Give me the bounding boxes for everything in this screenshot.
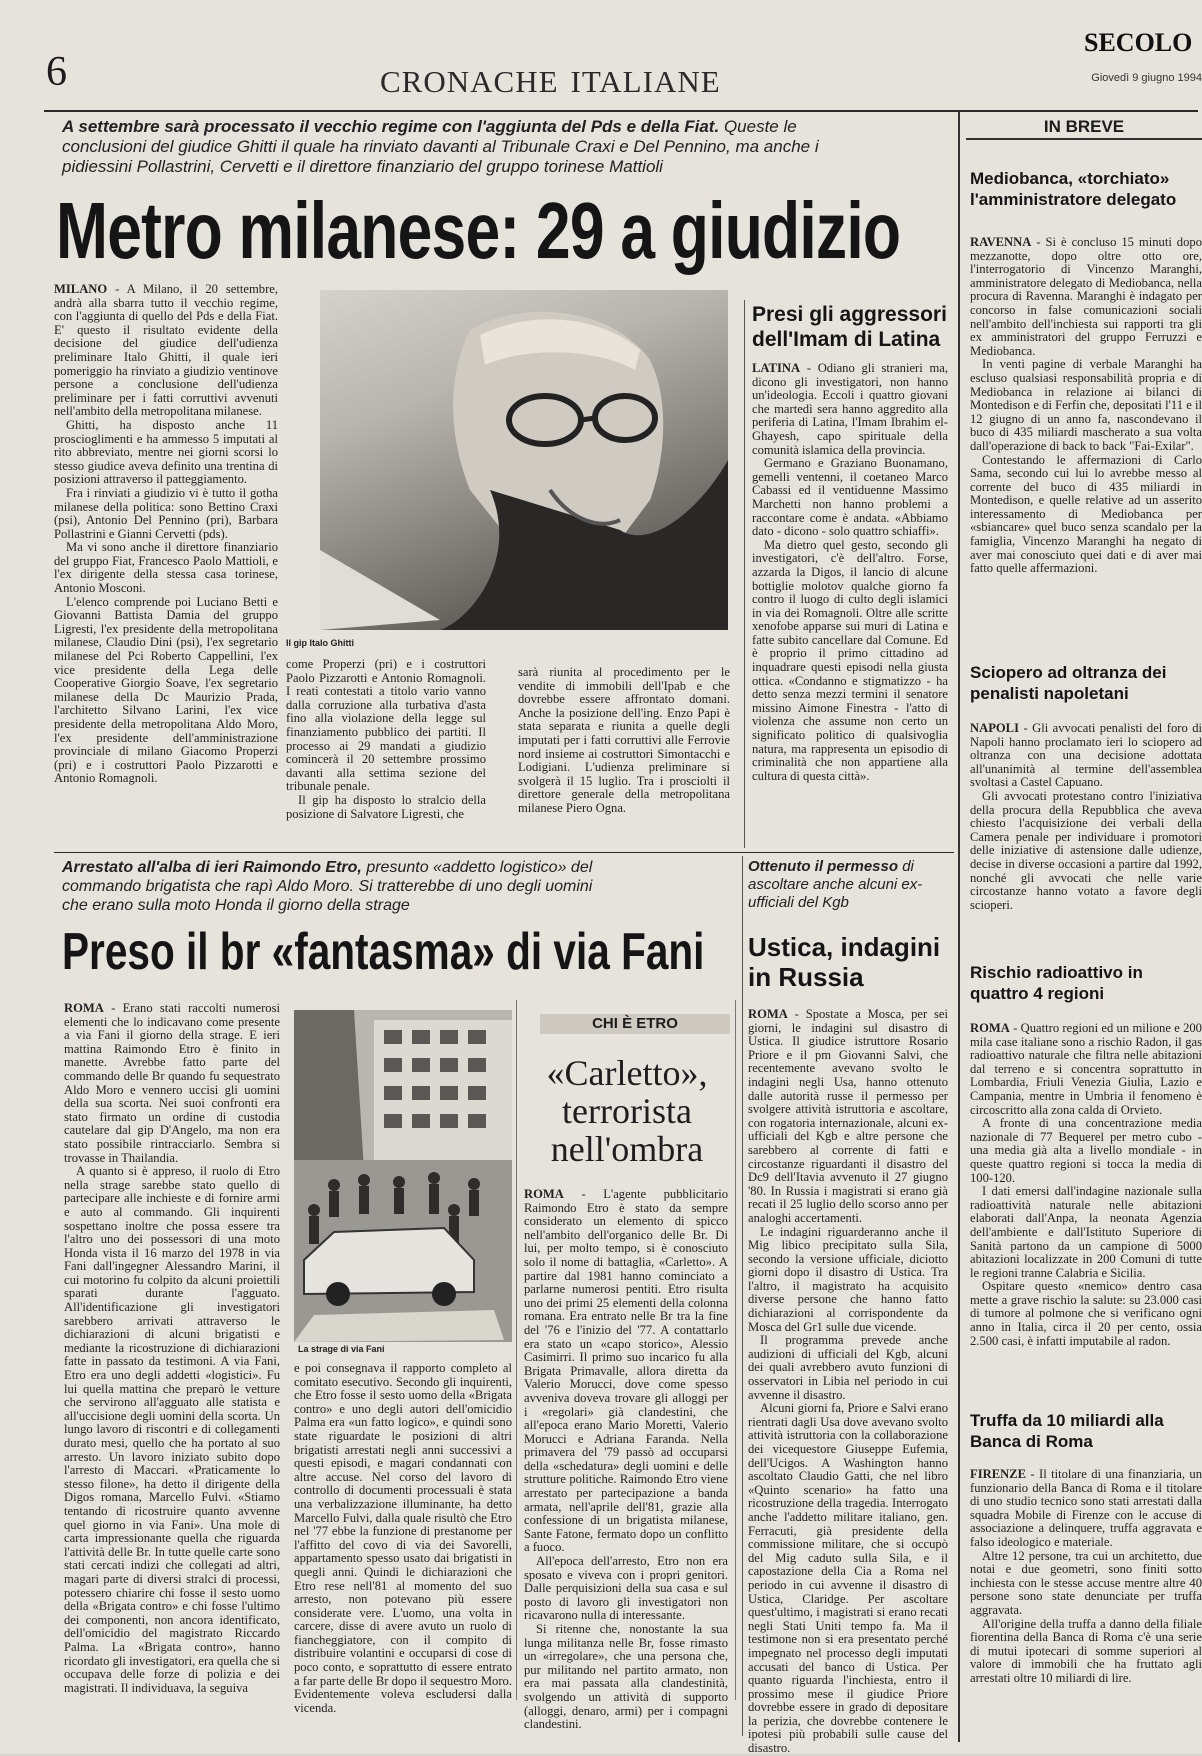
story1-col1c: Fra i rinviati a giudizio vi è tutto il gotha milanese della politica: sono Bettino Craxi (psi), Antonio Del Pennino (pri), Barbara Pollastrini e Gianni Cervetti (pds). [54,485,278,541]
story2-body3: Ma dietro quel gesto, secondo gli investigatori, c'è dell'altro. Forse, azzarda la Digos, il lancio di alcune bottiglie molotov qualche giorno fa contro il luogo di culto degli islamici in via dei Romagnoli. Oltre alle scritte xenofobe apparse sui muri di Latina e fatte subito cancellare dal Comune. Ed è proprio il primo cittadino ad inquadrare questi episodi nella giusta ottica. «Condanno e stigmatizzo - ha detto senza mezzi termini il senatore missino Aimone Finestra - l'atto di violenza che assume non certo un significato politico di qualsivoglia natura, ma rappresenta un episodio di criminalità che non appartiene alla cultura di questa città». [752,537,948,783]
brief2-body: NAPOLI - Gli avvocati penalisti del foro di Napoli hanno proclamato ieri lo sciopero ad oltranza con una decisione adottata all'unanimità al termine dell'assemblea svoltasi a Castel Capuano. Gli avvocati protestano contro l'iniziativa della procura della Repubblica che aveva chiesto l'acquisizione dei verbali della Camera penale per individuare i promotori delle iniziative di astensione dalle udienze, decise in diverse occasioni a partire dal 1992, nonché gli avvocati che nelle varie circostanze hanno votato a favore degli scioperi. [970,721,1202,912]
story2-body: LATINA - Odiano gli stranieri ma, dicono gli investigatori, non hanno un'ideologia. Eccoli i quattro giovani che martedì sera hanno aggredito alla periferia di Latina, l'Imam Ibrahim el-Ghayesh, capo spirituale della comunità islamica della provincia. Germano e Graziano Buonamano, gemelli ventenni, il coetaneo Marco Cabassi ed il ventiduenne Massimo Marchetti non hanno problemi a raccontare come è andata. «Abbiamo dato - dicono - solo quattro schiaffi». Ma dietro quel gesto, secondo gli investigatori, c'è dell'altro. Forse, azzarda la Digos, il lancio di alcune bottiglie molotov qualche giorno fa contro il luogo di culto degli islamici in via dei Romagnoli. Oltre alle scritte xenofobe apparse sui muri di Latina e fatte subito cancellare dal Comune. Ed è proprio il primo cittadino ad inquadrare questi episodi nella giusta ottica. «Condanno e stigmatizzo - ha detto senza mezzi termini il senatore missino Aimone Finestra - l'atto di violenza che assume non certo un significato politico di qualsivoglia natura, ma rappresenta un episodio di criminalità che non appartiene alla cultura di questa città». [752,361,948,783]
story5-kicker-bold: Ottenuto il permesso [748,858,899,875]
brief4-headline: Truffa da 10 miliardi alla Banca di Roma [970,1411,1164,1451]
story3-col2: e poi consegnava il rapporto completo al comitato esecutivo. Secondo gli inquirenti, che Etro fosse il sesto uomo della «Brigata contro» e uno degli autori dell'omicidio Palma era «un fatto logico», e quindi sono state riguardate le posizioni di altri brigatisti arrestati negli anni successivi a questi episodi, e magari condannati con altre accuse. Nel corso del lavoro di controllo di documenti processuali è stata una verbalizzazione illuminante, ha detto Marcello Fulvi, dalla quale risultò che Etro nel '77 ebbe la funzione di prestanome per l'affitto del covo di via dei Savorelli, appartamento spesso usato dai brigatisti in quegli anni. Quindi le dichiarazioni che Etro rese nell'81 al momento del suo arresto, non potevano più essere considerate vere. L'uomo, una volta in carcere, disse di avere avuto un ruolo di fiancheggiatore, con il compito di distribuire volantini e occuparsi di cose di poco conto, e soprattutto di essere entrato a far parte delle Br dopo il sequestro Moro. Evidentemente voleva escludersi dalla vicenda. [294,1361,512,1715]
story5-left-rule [742,856,743,1736]
brief3-text: Quattro regioni ed un milione e 200 mila case italiane sono a rischio Radon, il gas radioattivo naturale che filtra nelle abitazioni dal terreno e si concentra soprattutto in Lombardia, Friuli Venezia Giulia, Lazio e Campania, mentre in Umbria il fenomeno è circoscritto alla zona calda di Orvieto. [970,1021,1202,1117]
brief4-dateline: FIRENZE [970,1467,1026,1481]
section-title: cronache italiane [380,53,721,102]
story4-label: CHI È ETRO [540,1014,730,1034]
story1-col1: A Milano, il 20 settembre, andrà alla sbarra tutto il vecchio regime, con l'aggiunta di quello del Pds e della Fiat. E' questo il risultato evidente della decisione del giudice dell'udienza preliminare Italo Ghitti, il quale ieri pomeriggio ha rinviato a giudizio ventinove persone a conclusione dell'udienza preliminare per i fatti corruttivi avvenuti nell'ambito della metropolitana milanese. [54,282,279,419]
story3-dateline: ROMA [64,1001,104,1015]
story2-dateline: LATINA [752,361,801,375]
story3-photo-caption: La strage di via Fani [298,1344,385,1354]
story5-dateline: ROMA [748,1007,788,1021]
brief4-text: Il titolare di una finanziaria, un funzionario della Banca di Roma e il titolare di uno studio tecnico sono stati arrestati dalla squadra Mobile di Firenze con le accuse di associazione a delinquere, truffa aggravata e falso ideologico e materiale. [970,1467,1202,1549]
story1-headline: Metro milanese: 29 a giudizio [56,186,901,275]
via-fani-scene [294,1010,512,1342]
brief1-headline: Mediobanca, «torchiato» l'amministratore delegato [970,169,1177,209]
story3-headline: Preso il br «fantasma» di via Fani [62,923,705,981]
page-number: 6 [46,49,67,95]
story5-kicker-rest: di ascoltare anche alcuni ex-ufficiali del Kgb [748,858,923,911]
story2-left-rule [744,300,745,848]
story4-body: ROMA - L'agente pubblicitario Raimondo Etro è stato da sempre considerato un elemento di spicco nell'ambito dell'organico delle Br. Di lui, per molto tempo, si è conosciuto solo il nome di battaglia, «Carletto». A partire dal 1981 hanno cominciato a parlarne numerosi pentiti. Etro risulta uno dei primi 25 elementi della colonna romana. Era entrato nelle Br tra la fine del '76 e l'inizio del '77. A contattarlo era stato un «capo storico», Alessio Casimirri. Il primo suo incarico fu alla Brigata Primavalle, allora diretta da Valerio Morucci, dove come spesso avveniva doveva trovare gli alloggi per i «regolari» già clandestini, che all'epoca erano Mario Moretti, Valerio Morucci e Adriana Faranda. Nella primavera del '79 passò ad occuparsi della «schedatura» degli uomini e delle strutture politiche. Raimondo Etro viene arrestato per partecipazione a banda armata, nell'aprile dell'81, grazie alla confessione di un brigatista milanese, Sante Fatone, fermato dopo un conflitto a fuoco. All'epoca dell'arresto, Etro non era sposato e viveva con i propri genitori. Dalle perquisizioni della sua casa e sul posto di lavoro gli investigatori non ricavarono nulla di interessante. Si ritenne che, nonostante la sua lunga militanza nelle Br, fosse rimasto un «irregolare», che una persona che, pur militando nel partito armato, non era mai passata alla clandestinità, svolgendo un attività di supporto (alloggi, denaro, armi) per i compagni clandestini. [524,1187,728,1732]
story1-photo-caption: Il gip Italo Ghitti [286,638,354,648]
story3-kicker-rest: presunto «addetto logistico» del commando brigatista che rapì Aldo Moro. Si tratterebbe di uno degli uomini che erano sulla moto Honda il giorno della strage [62,859,593,914]
story4-headline: «Carletto», terrorista nell'ombra [546,1053,708,1169]
story3-column-1: ROMA - Erano stati raccolti numerosi elementi che lo indicavano come presente a via Fani il giorno della strage. E ieri mattina Raimondo Etro è finito in manette. Avrebbe fatto parte del commando delle Br quando fu sequestrato Aldo Moro e vennero uccisi gli uomini della sua scorta. Nei suoi confronti era stato firmato un ordine di custodia cautelare dal gip D'Angelo, ma non era stato possibile rintracciarlo. Sembra si trovasse in Thailandia. A quanto si è appreso, il ruolo di Etro nella strage sarebbe stato quello di partecipare alle inchieste e di fornire armi e auto al commando. Gli inquirenti sospettano inoltre che possa essere tra l'altro uno dei possessori di una moto Honda vista il 16 marzo del 1978 in via Fani dall'ingegner Alessandro Marini, il cui motorino fu colpito da alcuni proiettili sparati durante l'agguato. All'identificazione gli investigatori sarebbero arrivati attraverso le dichiarazioni di alcuni brigatisti e mediante la ricostruzione di dichiarazioni fatte in passato da testimoni. A via Fani, Etro era uno degli addetti «logistici». Fu lui quella mattina che preparò le vetture che servirono all'agguato alle statista e all'uccisione degli uomini della scorta. Un lungo lavoro di riscontri e di collegamenti durato mesi, quello che ha portato al suo arresto. Un lavoro iniziato subito dopo l'arresto di Maccari. «Praticamente lo stesso filone», ha detto il dirigente della Digos romana, Marcello Fulvi. «Stiamo tentando di ricostruire quanto avvenne quel giorno in via Fani». Una mole di carta impressionante quella che riguarda l'attività delle Br. In tutte quelle carte sono stati cercati indizi che collegati ad altri, magari parte di diversi stralci di processi, potessero chiarire chi fosse il sesto uomo della «Brigata contro» e chi fosse l'ultimo dei componenti, non ancora identificato, dell'omicidio del magistrato Riccardo Palma. La «Brigata contro», hanno ricordato gli investigatori, era quella che si occupava delle forze di polizia e dei magistrati. Il individuava, la seguiva [64,1001,280,1695]
brief3-body: ROMA - Quattro regioni ed un milione e 200 mila case italiane sono a rischio Radon, il gas radioattivo naturale che filtra nelle abitazioni dal terreno e si concentra soprattutto in Lombardia, Friuli Venezia Giulia, Lazio e Campania, mentre in Umbria il fenomeno è circoscritto alla zona calda di Orvieto. A fronte di una concentrazione media nazionale di 77 Bequerel per metro cubo - una media già alta a livello mondiale - in queste quattro regioni si tocca la media di 100-120. I dati emersi dall'indagine nazionale sulla radioattività naturale nelle abitazioni elaborati dall'Anpa, la neonata Agenzia dell'ambiente e dall'Istituto Superiore di Sanità partono da un campione di 5000 abitazioni localizzate in 200 Comuni di tutte le regioni tranne Calabria e Sicilia. Ospitare questo «nemico» dentro casa mette a grave rischio la salute: su 23.000 casi di tumore al polmone che si verificano ogni anno in Italia, circa il 20 per cento, ossia 2.500 casi, è infatti imputabile al radon. [970,1021,1202,1348]
story2-headline: Presi gli aggressori dell'Imam di Latina [752,303,947,351]
brief4-body: FIRENZE - Il titolare di una finanziaria, un funzionario della Banca di Roma e il titolare di uno studio tecnico sono stati arrestati dalla squadra Mobile di Firenze con le accuse di associazione a delinquere, truffa aggravata e falso ideologico e materiale. Altre 12 persone, tra cui un architetto, due notai e due geometri, sono finiti sotto inchiesta con le stesse accuse mentre altre 40 persone sono state denunciate per truffa aggravata. All'origine della truffa a danno della filiale fiorentina della Banca di Roma c'è una serie di mutui ipotecari di somme superiori al valore di immobili che ha fruttato agli arrestati oltre 10 miliardi di lire. [970,1467,1202,1685]
story1-column-2 [286,658,486,846]
story5-body3: Il programma prevede anche audizioni di ufficiali del Kgb, alcuni dei quali avrebbero avuto funzioni di osservatori in Libia nel periodo in cui avvenne il disastro. [748,1333,948,1402]
story3-col1b: A quanto si è appreso, il ruolo di Etro nella strage sarebbe stato quello di partecipare alle inchieste e di fornire armi e auto al commando. Gli inquirenti sospettano inoltre che possa essere tra l'altro uno dei possessori di una moto Honda vista il 16 marzo del 1978 in via Fani dall'ingegner Alessandro Marini, il cui motorino fu colpito da alcuni proiettili sparati durante l'agguato. All'identificazione gli investigatori sarebbero arrivati attraverso le dichiarazioni di alcuni brigatisti e mediante la ricostruzione di dichiarazioni fatte in passato da testimoni. A via Fani, Etro era uno degli addetti «logistici». Fu lui quella mattina che preparò le vetture che servirono all'agguato alle statista e all'uccisione degli uomini della scorta. Un lungo lavoro di riscontri e di collegamenti durato mesi, quello che ha portato al suo arresto. Un lavoro iniziato subito dopo l'arresto di Maccari. «Praticamente lo stesso filone», ha detto il dirigente della Digos romana, Marcello Fulvi. «Stiamo tentando di ricostruire quanto avvenne quel giorno in via Fani». Una mole di carta impressionante quella che riguarda l'attività delle Br. In tutte quelle carte sono stati cercati indizi che collegati ad altri, magari parte di diversi stralci di processi, potessero chiarire chi fosse il sesto uomo della «Brigata contro» e chi fosse l'ultimo dei componenti, non ancora identificato, dell'omicidio del magistrato Riccardo Palma. La «Brigata contro», hanno ricordato gli investigatori, era quella che si occupava delle forze di polizia e dei magistrati. Il individuava, la seguiva [64,1164,280,1695]
story4-body2: All'epoca dell'arresto, Etro non era sposato e viveva con i propri genitori. Dalle perquisizioni della sua casa e sul posto di lavoro gli investigatori non ricavarono nulla di interessante. [524,1554,728,1623]
story2-body2: Germano e Graziano Buonamano, gemelli ventenni, il coetaneo Marco Cabassi ed il ventiduenne Massimo Marchetti non hanno problemi a raccontare come è andata. «Abbiamo dato - dicono - solo quattro schiaffi». [752,456,948,539]
story4-body1: L'agente pubblicitario Raimondo Etro è stato da sempre considerato un elemento di spicco nell'ambito dell'organico delle Br. Di lui, per molto tempo, si è conosciuto solo il nome di battaglia, «Carletto». A partire dal 1981 hanno cominciato a parlarne numerosi pentiti. Etro risulta uno dei primi 25 elementi della colonna romana. Era entrato nelle Br tra la fine del '76 e l'inizio del '77. A contattarlo era stato un «capo storico», Alessio Casimirri. Il primo suo incarico fu alla Brigata Primavalle, allora diretta da Valerio Morucci, dove come spesso avveniva doveva trovare gli alloggi per i «regolari» già clandestini, che all'epoca erano Mario Moretti, Valerio Morucci e Adriana Faranda. Nella primavera del '79 passò ad occuparsi della «schedatura» degli uomini e delle strutture politiche. Raimondo Etro viene arrestato per partecipazione a banda armata, nell'aprile dell'81, grazie alla confessione di un brigatista milanese, Sante Fatone, fermato dopo un conflitto a fuoco. [524,1187,728,1555]
brief2-dateline: NAPOLI [970,721,1019,735]
brief1-body: RAVENNA - Si è concluso 15 minuti dopo mezzanotte, dopo oltre otto ore, l'interrogatorio di Vincenzo Maranghi, amministratore delegato di Mediobanca, nella procura di Ravenna. Maranghi è indagato per concorso in false comunicazioni sociali nell'ambito dell'inchiesta sui rapporti tra gli ex amministratori del gruppo Ferruzzi e Mediobanca. In venti pagine di verbale Maranghi ha escluso qualsiasi responsabilità propria e di Mediobanca in relazione ai bilanci di Montedison e di Ferfin che, depositati l'11 e il 12 giugno di un anno fa, nascondevano il buco di 435 miliardi mascherato a sua volta dall'operazione di back to back "Fai-Exilar". Contestando le affermazioni di Carlo Sama, secondo cui lui lo avrebbe messo al corrente del buco di 435 miliardi in Montedison, e quelle relative ad un asserito interessamento di Mediobanca per «sbiancare» quel buco senza scandalo per la famiglia, Vincenzo Maranghi ha negato di aver mai conosciuto quei dati e di aver mai fatto quelle affermazioni. [970,235,1202,576]
story5-body2: Le indagini riguarderanno anche il Mig libico precipitato sulla Sila, secondo la versione ufficiale, diciotto giorni dopo il disastro di Ustica. Tra l'altro, il magistrato ha acquisito diverse persone che hanno fatto dichiarazioni al corrispondente da Mosca del Gr1 sulle due vicende. [748,1224,948,1334]
mid-rule [54,852,954,853]
brief1-text2: In venti pagine di verbale Maranghi ha escluso qualsiasi responsabilità propria e di Mediobanca in relazione ai bilanci di Montedison e di Ferfin che, depositati l'11 e il 12 giugno di un anno fa, nascondevano il buco di 435 miliardi mascherato a sua volta dall'operazione di back to back "Fai-Exilar". [970,357,1202,453]
story1-column-1: MILANO - A Milano, il 20 settembre, andrà alla sbarra tutto il vecchio regime, con l'aggiunta di quello del Pds e della Fiat. E' questo il risultato evidente della decisione del giudice dell'udienza preliminare Italo Ghitti, il quale ieri pomeriggio ha rinviato a giudizio ventinove persone a conclusione dell'udienza preliminare per i fatti corruttivi avvenuti nell'ambito della metropolitana milanese. Ghitti, ha disposto anche 11 proscioglimenti e ha ammesso 5 imputati al rito abbreviato, mentre nei giorni scorsi lo stesso giudice aveva definito una trentina di posizioni attraverso il patteggiamento. Fra i rinviati a giudizio vi è tutto il gotha milanese della politica: sono Bettino Craxi (psi), Antonio Del Pennino (pri), Barbara Pollastrini e Gianni Cervetti (pds). Ma vi sono anche il direttore finanziario del gruppo Fiat, Francesco Paolo Mattioli, e l'ex dirigente della stessa casa torinese, Antonio Mosconi. L'elenco comprende poi Luciano Betti e Giovanni Battista Damia del gruppo Ligresti, l'ex presidente della metropolitana milanese, Claudio Dini (psi), l'ex segretario milanese del Pci Roberto Cappellini, l'ex vice presidente della Lega delle Cooperative Giorgio Soave, l'ex segretario milanese della Dc Maurizio Prada, l'architetto Silvano Larini, l'ex vice presidente della metropolitana Aldo Moro, l'ex presidente dell'amministrazione provinciale di milano Giacomo Properzi (pri) e i costruttori Paolo Pizzarotti e Antonio Romagnoli. [54,282,279,786]
brief2-text2: Gli avvocati protestano contro l'iniziativa della procura della Repubblica che aveva chiesto l'acquisizione dei verbali della Camera penale per individuare i promotori delle iniziative di astensione dalle udienze, decise in diverse occasioni a partire dal 1992, nonché gli avvocati che nelle varie circostanze hanno votato a favore degli scioperi. [970,788,1202,912]
masthead-logo: SECOLO [1084,28,1193,57]
story1-kicker [62,117,852,177]
story1-col1e: L'elenco comprende poi Luciano Betti e Giovanni Battista Damia del gruppo Ligresti, l'ex presidente della metropolitana milanese, Claudio Dini (psi), l'ex segretario milanese del Pci Roberto Cappellini, l'ex vice presidente della Lega delle Cooperative Giorgio Soave, l'ex segretario milanese della Dc Maurizio Prada, l'architetto Silvano Larini, l'ex vice presidente della metropolitana Aldo Moro, l'ex presidente dell'amministrazione provinciale di milano Giacomo Properzi (pri) e i costruttori Paolo Pizzarotti e Antonio Romagnoli. [54,594,278,786]
story3-col1: Erano stati raccolti numerosi elementi che lo indicavano come presente a via Fani il giorno della strage. E ieri mattina Raimondo Etro è finito in manette. Avrebbe fatto parte del commando delle Br quando fu sequestrato Aldo Moro e vennero uccisi gli uomini della sua scorta. Nei suoi confronti era stato firmato un ordine di custodia cautelare dal gip D'Angelo, ma non era stato possibile rintracciarlo. Sembra si trovasse in Thailandia. [64,1001,280,1165]
sidebar-left-rule [958,112,960,1742]
ghitti-portrait [320,290,728,630]
story3-kicker-bold: Arrestato all'alba di ieri Raimondo Etro, [62,859,362,876]
brief1-dateline: RAVENNA [970,235,1032,249]
story5-kicker [748,858,948,912]
story1-column-3 [518,666,730,846]
story1-col3: sarà riunita al procedimento per le vendite di immobili dell'Ipab e che dovrebbe essere affrontato domani. Anche la posizione dell'ing. Enzo Papi è stata separata e riunita a quelle degli imputati per i fatti corruttivi alle Ferrovie nord insieme ai costruttori Simontacchi e Lodigiani. L'udienza preliminare si svolgerà il 15 luglio. Tra i prosciolti il direttore generale della metropolitana milanese Piero Ogna. [518,665,730,815]
brief1-text: Si è concluso 15 minuti dopo mezzanotte, dopo oltre otto ore, l'interrogatorio di Vincenzo Maranghi, amministratore delegato di Mediobanca, nella procura di Ravenna. Maranghi è indagato per concorso in false comunicazioni sociali nell'ambito dell'inchiesta sui rapporti tra gli ex amministratori del gruppo Ferruzzi e Mediobanca. [970,235,1202,358]
story5-body4: Alcuni giorni fa, Priore e Salvi erano rientrati dagli Usa dove avevano svolto attività istruttoria con la collaborazione dei vicequestore Giuseppe Eufemia, dell'Ucigos. A Washington hanno ascoltato Claudio Gatti, che nel libro «Quinto scenario» ha fatto una ricostruzione della tragedia. Interrogato anche l'addetto militare italiano, gen. Ferracuti, già presidente della commissione militare, che si occupò del Mig caduto sulla Sila, e il capostazione della Cia a Roma nel periodo in cui avvenne il disastro di Ustica, Claridge. Per ascoltare quest'ultimo, i magistrati si erano recati negli Stati Uniti tempo fa. Ma il testimone non si era presentato perché impegnato nel processo degli imputati accusati del banco di Ustica. Per quanto riguarda l'inchiesta, entro il prossimo mese il giudice Priore dovrebbe essere in grado di depositare la perizia, che dovrebbe contenere le ipotesi più probabili sulle cause del disastro. [748,1401,948,1756]
story3-column-2 [294,1362,512,1742]
brief4-text3: All'origine della truffa a danno della filiale fiorentina della Banca di Roma c'è una serie di mutui ipotecari di somme superiori al valore di immobili che ha fruttato agli arrestati oltre 10 miliardi di lire. [970,1616,1202,1685]
story1-col2b: Il gip ha disposto lo stralcio della posizione di Salvatore Ligresti, che [286,792,486,821]
story5-headline: Ustica, indagini in Russia [748,932,941,992]
via-fani-photo [294,1010,512,1342]
brief3-text2: A fronte di una concentrazione media nazionale di 77 Bequerel per metro cubo - una media già alta a livello mondiale - in queste quattro regioni si tocca la media di 100-120. [970,1116,1202,1185]
story1-col1d: Ma vi sono anche il direttore finanziario del gruppo Fiat, Francesco Paolo Mattioli, e l'ex dirigente della stessa casa torinese, Antonio Mosconi. [54,540,278,596]
brief3-dateline: ROMA [970,1021,1010,1035]
story1-kicker-rest: Queste le conclusioni del giudice Ghitti il quale ha rinviato davanti al Tribunale Craxi e Del Pennino, ma anche i pidiessini Pollastrini, Cervetti e il direttore finanziario del gruppo torinese Mattioli [62,117,819,176]
brief3-text3: I dati emersi dall'indagine nazionale sulla radioattività naturale nelle abitazioni elaborati dall'Anpa, la neonata Agenzia dell'ambiente e dall'Istituto Superiore di Sanità partono da un campione di 5000 abitazioni localizzate in 200 Comuni di tutte le regioni tranne Calabria e Sicilia. [970,1184,1202,1280]
story4-dateline: ROMA [524,1187,564,1201]
story5-body1: Spostate a Mosca, per sei giorni, le indagini sul disastro di Ustica. Il giudice istruttore Rosario Priore e il pm Giovanni Salvi, che recentemente avevano svolto le indagini negli Usa, hanno ottenuto dalle autorità russe il permesso per svolgere attività istruttoria e ascoltare, con rogatoria internazionale, alcuni ex-ufficiali del Kgb e altre persone che sarebbero al corrente di fatti e circostanze riguardanti il disastro del Dc9 dell'Itavia avvenuto il 27 giugno '80. In Russia i magistrati si erano già recati il 25 luglio dello scorso anno per analoghi accertamenti. [748,1007,949,1225]
brief2-headline: Sciopero ad oltranza dei penalisti napoletani [970,663,1167,703]
brief2-text: Gli avvocati penalisti del foro di Napoli hanno proclamato ieri lo sciopero ad oltranza con una decisione adottata all'unanimità al termine dell'assemblea svoltasi a Castel Capuano. [970,721,1202,790]
story2-body1: Odiano gli stranieri ma, dicono gli investigatori, non hanno un'ideologia. Eccoli i quattro giovani che martedì sera hanno aggredito alla periferia di Latina, l'Imam Ibrahim el-Ghayesh, capo spirituale della comunità islamica della provincia. [752,361,948,457]
ghitti-photo [320,290,728,630]
story1-dateline: MILANO [54,282,108,296]
brief3-headline: Rischio radioattivo in quattro 4 regioni [970,963,1143,1003]
header-rule [44,110,1198,112]
story1-col2: come Properzi (pri) e i costruttori Paolo Pizzarotti e Antonio Romagnoli. I reati contestati a titolo vario vanno dalla corruzione alla turbativa d'asta fino alla violazione della legge sul finanziamento pubblico dei partiti. Il processo ai 29 mandati a giudizio comincerà il 20 settembre prossimo davanti alla settima sezione del tribunale penale. [286,657,486,794]
brief1-text3: Contestando le affermazioni di Carlo Sama, secondo cui lui lo avrebbe messo al corrente del buco di 435 miliardi in Montedison, e quelle relative ad un asserito interessamento di Mediobanca per «sbiancare» quel buco senza scandalo per la famiglia, Vincenzo Maranghi ha negato di aver mai conosciuto quei dati e di aver mai fatto quelle affermazioni. [970,452,1202,576]
story5-body: ROMA - Spostate a Mosca, per sei giorni, le indagini sul disastro di Ustica. Il giudice istruttore Rosario Priore e il pm Giovanni Salvi, che recentemente avevano svolto le indagini negli Usa, hanno ottenuto dalle autorità russe il permesso per svolgere attività istruttoria e ascoltare, con rogatoria internazionale, alcuni ex-ufficiali del Kgb e altre persone che sarebbero al corrente di fatti e circostanze riguardanti il disastro del Dc9 dell'Itavia avvenuto il 27 giugno '80. In Russia i magistrati si erano già recati il 25 luglio dello scorso anno per analoghi accertamenti. Le indagini riguarderanno anche il Mig libico precipitato sulla Sila, secondo la versione ufficiale, diciotto giorni dopo il disastro di Ustica. Tra l'altro, il magistrato ha acquisito diverse persone che hanno fatto dichiarazioni al corrispondente da Mosca del Gr1 sulle due vicende. Il programma prevede anche audizioni di ufficiali del Kgb, alcuni dei quali avrebbero avuto funzioni di osservatori in Libia nel periodo in cui avvenne il disastro. Alcuni giorni fa, Priore e Salvi erano rientrati dagli Usa dove avevano svolto attività istruttoria con la collaborazione dei vicequestore Giuseppe Eufemia, dell'Ucigos. A Washington hanno ascoltato Claudio Gatti, che nel libro «Quinto scenario» ha fatto una ricostruzione della tragedia. Interrogato anche l'addetto militare italiano, gen. Ferracuti, già presidente della commissione militare, che si occupò del Mig caduto sulla Sila, e il capostazione della Cia a Roma nel periodo in cui avvenne il disastro di Ustica, Claridge. Per ascoltare quest'ultimo, i magistrati si erano recati negli Stati Uniti tempo fa. Ma il testimone non si era presentato perché impegnato nel processo degli imputati accusati del banco di Ustica. Per quanto riguarda l'inchiesta, entro il prossimo mese il giudice Priore dovrebbe essere in grado di depositare la perizia, che dovrebbe contenere le ipotesi più probabili sulle cause del disastro. [748,1007,949,1756]
story4-body3: Si ritenne che, nonostante la sua lunga militanza nelle Br, fosse rimasto un «irregolare», che una persona che, pur militando nel partito armato, non era mai passata alla clandestinità, svolgendo un attività di supporto (alloggi, denaro, armi) per i compagni clandestini. [524,1622,728,1732]
story1-kicker-bold: A settembre sarà processato il vecchio regime con l'aggiunta del Pds e della Fiat. [62,117,720,136]
brief4-text2: Altre 12 persone, tra cui un architetto, due notai e due geometri, sono finiti sotto inchiesta con le stesse accuse mentre altre 40 persone sono state denunciate per truffa aggravata. [970,1548,1202,1617]
story1-col1b: Ghitti, ha disposto anche 11 proscioglimenti e ha ammesso 5 imputati al rito abbreviato, mentre nei giorni scorsi lo stesso giudice aveva definito una trentina di posizioni attraverso il patteggiamento. [54,417,278,487]
story3-kicker [62,858,622,915]
sidebar-title: IN BREVE [966,114,1202,140]
brief3-text4: Ospitare questo «nemico» dentro casa mette a grave rischio la salute: su 23.000 casi di tumore al polmone che si verificano ogni anno in Italia, circa il 20 per cento, ossia 2.500 casi, è infatti imputabile al radon. [970,1279,1202,1348]
issue-date: Giovedì 9 giugno 1994 [1091,72,1202,84]
